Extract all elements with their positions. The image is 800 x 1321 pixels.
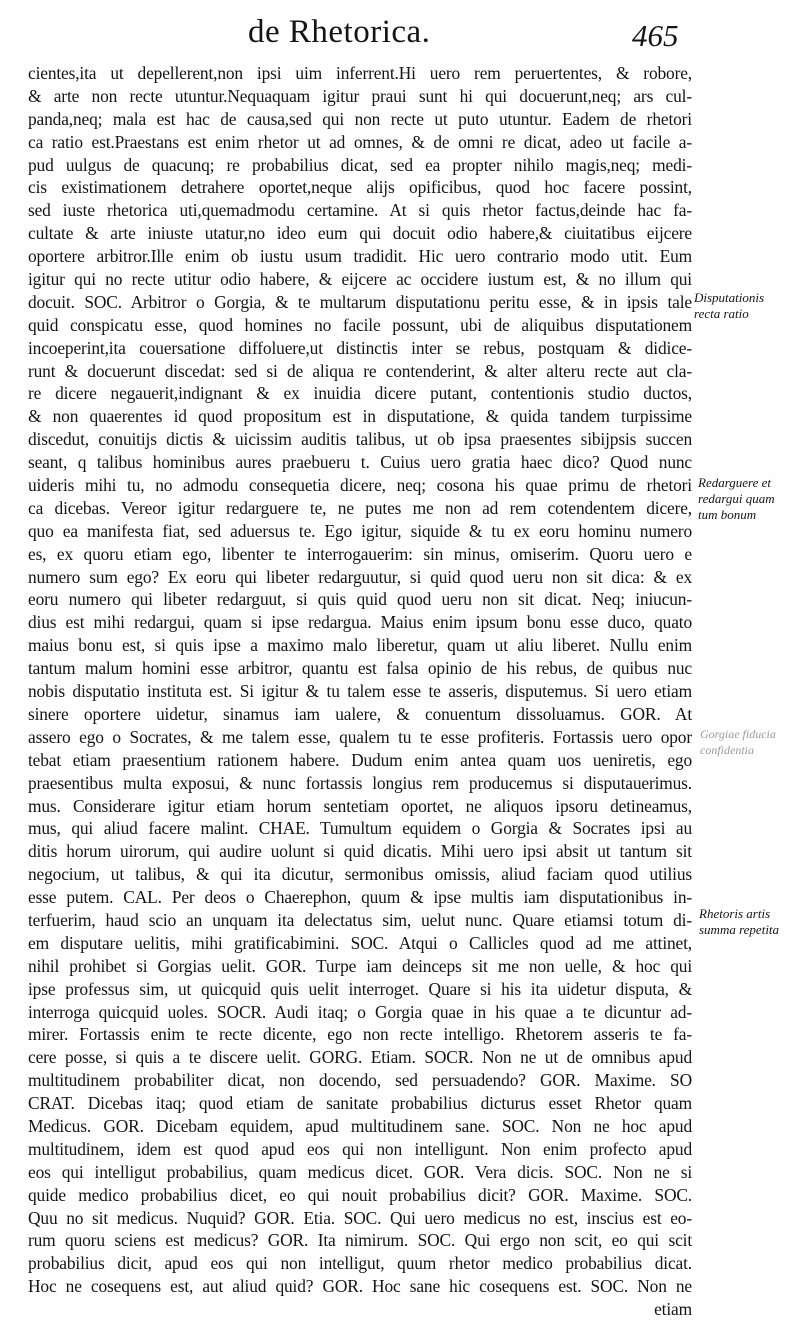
margin-note-line: confidentia xyxy=(700,743,754,757)
text-line: igitur qui no recte utitur odio habere, & eijcere ac occidere iustum est, & no illum qui xyxy=(28,269,692,290)
text-line: nobis disputatio instituta est. Si igitur & tu talem esse te asseris, disputemus. Si uero etiam xyxy=(28,681,692,702)
text-line: Medicus. GOR. Dicebam equidem, apud multitudinem sane. SOC. Non ne hoc apud xyxy=(28,1115,692,1136)
text-line: maius bonu est, si quis ipse a maximo malo liberetur, quam ut aliu liberet. Nullu enim xyxy=(28,635,692,656)
text-line: nihil prohibet si Gorgias uelit. GOR. Turpe iam deinceps sit me non uelle, & hoc qui xyxy=(28,955,692,976)
margin-note-line: tum bonum xyxy=(698,507,757,522)
text-line: es, ex quoru etiam ego, libenter te interrogauerim: sin minus, omiserim. Quoru uero e xyxy=(28,543,692,564)
text-line: re dicere negauerit,indignant & ex inuidia dicere putant, contentionis studio ductos, xyxy=(28,383,692,404)
text-line: docuit. SOC. Arbitror o Gorgia, & te multarum disputationu peritu esse, & in ipsis tale xyxy=(28,291,692,312)
margin-note-line: Disputationis xyxy=(694,290,765,305)
text-line: cis existimationem detrahere oportet,neque alijs opificibus, quod hoc facere possint, xyxy=(28,177,692,198)
margin-note-line: Gorgiae fiducia xyxy=(700,727,776,741)
margin-note-redarguere xyxy=(698,475,775,523)
text-line: tebat etiam praesentium rationem habere. Dudum enim antea quam uos ueniretis, ego xyxy=(28,749,692,770)
text-line: negocium, ut talibus, & qui ita dicutur, sermonibus omissis, aliud faciam quod utilius xyxy=(28,864,692,885)
text-line: & non quaerentes id quod propositum est in disputatione, & quida tandem turpissime xyxy=(28,406,692,427)
text-line: quide medico probabilius dicet, eo qui nouit probabilius dicit? GOR. Maxime. SOC. xyxy=(28,1184,692,1205)
margin-note-line: Redarguere et xyxy=(698,475,772,490)
margin-note-rhetoris xyxy=(699,906,779,938)
text-line: mus. Considerare igitur etiam horum sentetiam oportet, ne aliquos ipsoru detineamus, xyxy=(28,795,692,816)
text-line: quo ea manifesta fiat, sed aduersus te. Ego igitur, siquide & tu ex eoru hominu numero xyxy=(28,520,692,541)
text-line: ca ratio est.Praestans est enim rhetor ut ad omnes, & de omni re dicat, adeo ut facile a- xyxy=(28,131,692,152)
text-line: multitudinem probabiliter dicat, non docendo, sed persuadendo? GOR. Maxime. SO xyxy=(28,1070,692,1091)
text-line: terfuerim, haud scio an unquam ita delectatus sim, uelut nunc. Quare etiamsi totum di- xyxy=(28,909,692,930)
text-line: etiam xyxy=(654,1299,692,1320)
text-line: ipse professus sim, ut quicquid quis uelit interroget. Quare si his ita uidetur disputa, & xyxy=(28,978,692,999)
text-line: CRAT. Dicebas itaq; quod etiam de sanitate probabilius dicturus esset Rhetor quam xyxy=(28,1093,692,1114)
running-head: de Rhetorica. xyxy=(248,14,431,50)
text-line: tantum malum homini esse arbitror, quantu est falsa opinio de his rebus, de quibus nuc xyxy=(28,658,692,679)
text-line: em disputare uelitis, mihi gratificabimini. SOC. Atqui o Callicles quod ad me attinet, xyxy=(28,932,692,953)
text-line: quid conspicatu esse, quod homines no facile possunt, ubi de aliquibus disputationem xyxy=(28,314,692,335)
margin-note-faded xyxy=(700,726,776,758)
text-line: mirer. Fortassis enim te recte dicente, ego non recte intelligo. Rhetorem asseris te fa- xyxy=(28,1024,692,1045)
margin-note-line: Rhetoris artis xyxy=(699,906,771,921)
text-line: ditis horum uirorum, qui audire uolunt si quid dicatis. Mihi uero ipsi absit ut tantum sit xyxy=(28,841,692,862)
text-line: rum quoru sciens est medicus? GOR. Ita nimirum. SOC. Qui ergo non scit, eo qui scit xyxy=(28,1230,692,1251)
text-line: discedut, conuitijs dictis & uicissim auditis talibus, ut ob ipsa praesentes sibijpsis succen xyxy=(28,429,692,450)
text-line: praesentibus multa exposui, & nunc fortassis longius rem producemus si disputauerimus. xyxy=(28,772,692,793)
text-line: uideris mihi tu, no admodu consequetia dicere, neq; cosona his quae primu de rhetori xyxy=(28,475,692,496)
text-line: eos qui intelligut probabilius, quam medicus dicet. GOR. Vera dicis. SOC. Non ne si xyxy=(28,1161,692,1182)
text-line: cere posse, si quis a te discere uelit. GORG. Etiam. SOCR. Non ne ut de omnibus apud xyxy=(28,1047,692,1068)
text-line: & arte non recte utuntur.Nequaquam igitur praui sunt hi qui docuerunt,neq; ars cul- xyxy=(28,85,692,106)
text-line: sinere oportere uidetur, sinamus iam ualere, & conuentum dissoluamus. GOR. At xyxy=(28,703,692,724)
text-line: multitudinem, idem est quod apud eos qui non intelligunt. Non enim profecto apud xyxy=(28,1138,692,1159)
text-line: oportere arbitror.Ille enim ob iustu usum tradidit. Hic uero contrario modo utit. Eum xyxy=(28,246,692,267)
text-line: incoeperint,ita couersatione diffoluere,ut distinctis inter se rebus, postquam & didice- xyxy=(28,337,692,358)
margin-note-line: recta ratio xyxy=(694,306,749,321)
margin-note-line: summa repetita xyxy=(699,922,780,937)
text-line: runt & docuerunt discedat: sed si de aliqua re contenderint, & alter alteru recte aut cla- xyxy=(28,360,692,381)
text-line: panda,neq; mala est hac de causa,sed qui non recte ut puto utuntur. Eadem de rhetori xyxy=(28,108,692,129)
text-line: Quu no sit medicus. Nuquid? GOR. Etia. SOC. Qui uero medicus no est, inscius est eo- xyxy=(28,1207,692,1228)
text-line: interroga quicquid uoles. SOCR. Audi itaq; o Gorgia quae in his quae a te dicuntur ad- xyxy=(28,1001,692,1022)
text-line: eoru numero qui libeter redarguut, si quis quid quod ueru non sit dicat. Neq; iniucun- xyxy=(28,589,692,610)
page-number: 465 xyxy=(632,18,679,53)
text-line: esse putem. CAL. Per deos o Chaerephon, quum & ipse multis iam disputationibus in- xyxy=(28,887,692,908)
text-line: dius est mihi redargui, quam si ipse redargua. Maius enim ipsum bonu esse duco, quato xyxy=(28,612,692,633)
text-line: seant, q talibus hominibus aures praebueru t. Cuius uero gratia haec dico? Quod nunc xyxy=(28,452,692,473)
text-line: ca dicebas. Vereor igitur redarguere te, ne putes me non ad rem cotendentem dicere, xyxy=(28,497,692,518)
text-line: pud uulgus de quacunq; re probabilius dicat, sed ea propter nihilo magis,neq; medi- xyxy=(28,154,692,175)
text-line: sed iuste rhetorica uti,quemadmodu certamine. At si quis rhetor factus,deinde hac fa- xyxy=(28,200,692,221)
text-line: Hoc ne cosequens est, aut aliud quid? GOR. Hoc sane hic cosequens est. SOC. Non ne xyxy=(28,1276,692,1297)
text-line: numero sum ego? Ex eoru qui libeter redarguutur, si quid quod ueru non sit dica: & ex xyxy=(28,566,692,587)
margin-note-disputationis xyxy=(694,290,764,322)
text-line: mus, qui aliud facere malint. CHAE. Tumultum equidem o Gorgia & Socrates ipsi au xyxy=(28,818,692,839)
text-line: cientes,ita ut depellerent,non ipsi uim inferrent.Hi uero rem peruertentes, & robore, xyxy=(28,63,692,83)
text-line: assero ego o Socrates, & me talem esse, qualem tu te esse profiteris. Fortassis uero opor xyxy=(28,726,692,747)
main-text-block xyxy=(28,62,692,1321)
text-line: probabilius dicit, apud eos qui non intelligut, quum rhetor medico probabilius dicat. xyxy=(28,1253,692,1274)
margin-note-line: redargui quam xyxy=(698,491,775,506)
text-line: cultate & arte iniuste utatur,no ideo eum qui docuit odio habere,& ciuitatibus eijcere xyxy=(28,223,692,244)
